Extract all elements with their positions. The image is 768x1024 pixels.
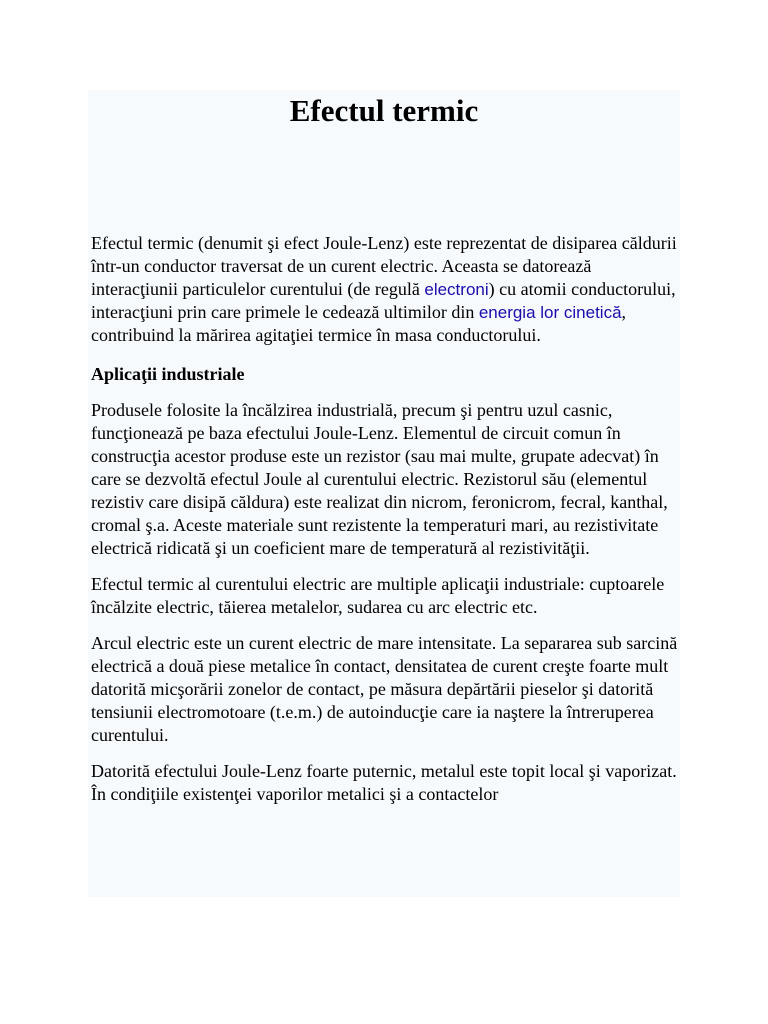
paragraph-joule-lenz: Datorită efectului Joule-Lenz foarte puternic, metalul este topit local şi vaporizat. În condiţiile existenţei vaporilor metalici şi a contactelor — [91, 761, 677, 804]
paragraph-electric-arc: Arcul electric este un curent electric de mare intensitate. La separarea sub sarcină electrică a două piese metalice în contact, densitatea de curent creşte foarte mult datorită micşorării zonelor de contact, pe măsura depărtării pieselor şi datorită tensiunii electromotoare (t.e.m.) de autoinducţie care ia naştere la întreruperea curentului. — [91, 633, 678, 745]
page-title: Efectul termic — [289, 93, 479, 128]
intro-text-2: ) cu atomii conductorului, interacţiuni prin care primele le cedează ultimilor din — [91, 279, 676, 322]
intro-text-1: Efectul termic (denumit şi efect Joule-Lenz) este reprezentat de disiparea căldurii într-un conductor traversat de un curent electric. Aceasta se datorează interacţiunii particulelor curentului (de regulă — [91, 233, 677, 299]
intro-text-3: , contribuind la mărirea agitaţiei termice în masa conductorului. — [91, 302, 627, 345]
intro-paragraph — [91, 232, 679, 347]
section-heading-aplicatii: Aplicaţii industriale — [91, 364, 245, 384]
electroni-link[interactable]: electroni — [424, 280, 489, 299]
document-page — [88, 90, 680, 897]
energia-cinetica-link[interactable]: energia lor cinetică — [478, 303, 622, 322]
paragraph-heating: Produsele folosite la încălzirea industrială, precum şi pentru uzul casnic, funcţionează pe baza efectului Joule-Lenz. Elementul de circuit comun în construcţia acestor produse este un rezistor (sau mai multe, grupate adecvat) în care se dezvoltă efectul Joule al curentului electric. Rezistorul său (elementul rezistiv care disipă căldura) este realizat din nicrom, feronicrom, fecral, kanthal, cromal ş.a. Aceste materiale sunt rezistente la temperaturi mari, au rezistivitate electrică ridicată şi un coeficient mare de temperatură al rezistivităţii. — [91, 400, 668, 558]
document-body — [91, 232, 679, 819]
paragraph-applications: Efectul termic al curentului electric are multiple aplicaţii industriale: cuptoarele încălzite electric, tăierea metalelor, sudarea cu arc electric etc. — [91, 574, 665, 617]
